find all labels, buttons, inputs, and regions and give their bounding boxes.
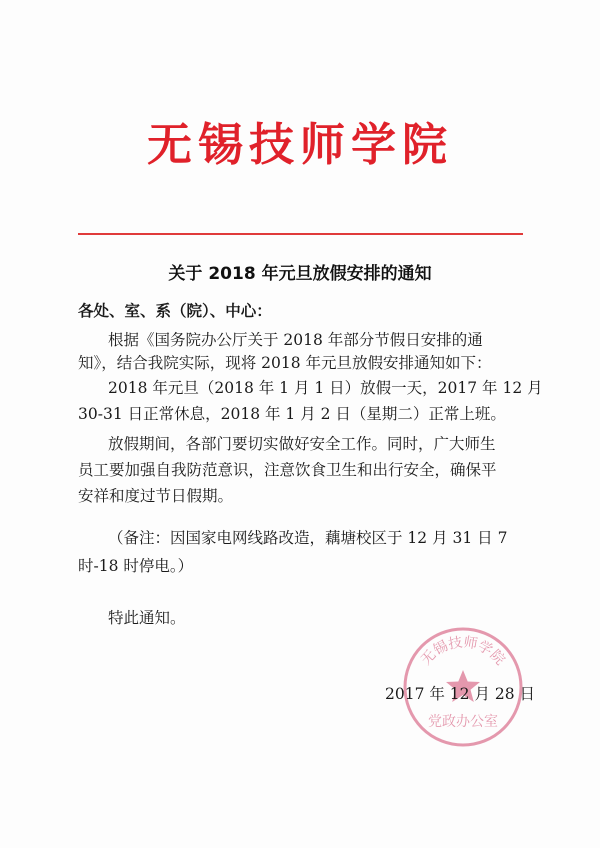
seal-arc-text: 无锡技师学院 bbox=[418, 634, 508, 669]
note-line: （备注：因国家电网线路改造，藕塘校区于 12 月 31 日 7 bbox=[108, 529, 508, 547]
body-line: 员工要加强自我防范意识，注意饮食卫生和出行安全，确保平 bbox=[78, 461, 497, 479]
salutation: 各处、室、系（院）、中心： bbox=[78, 301, 272, 320]
body-line: 2018 年元旦（2018 年 1 月 1 日）放假一天，2017 年 12 月 bbox=[108, 379, 543, 397]
closing-text: 特此通知。 bbox=[108, 609, 186, 627]
body-line: 30-31 日正常休息，2018 年 1 月 2 日（星期二）正常上班。 bbox=[78, 405, 506, 423]
body-line: 知》，结合我院实际，现将 2018 年元旦放假安排通知如下： bbox=[78, 354, 492, 372]
body-line: 根据《国务院办公厅关于 2018 年部分节假日安排的通 bbox=[108, 331, 483, 349]
notice-title: 关于 2018 年元旦放假安排的通知 bbox=[168, 264, 432, 284]
body-line: 安祥和度过节日假期。 bbox=[78, 487, 234, 505]
seal-department-text: 党政办公室 bbox=[428, 714, 498, 730]
body-line: 放假期间，各部门要切实做好安全工作。同时，广大师生 bbox=[108, 435, 496, 453]
notice-date: 2017 年 12 月 28 日 bbox=[385, 685, 536, 703]
institution-masthead: 无锡技师学院 bbox=[146, 118, 453, 171]
red-divider-line bbox=[78, 233, 523, 235]
note-line: 时-18 时停电。） bbox=[78, 557, 194, 575]
